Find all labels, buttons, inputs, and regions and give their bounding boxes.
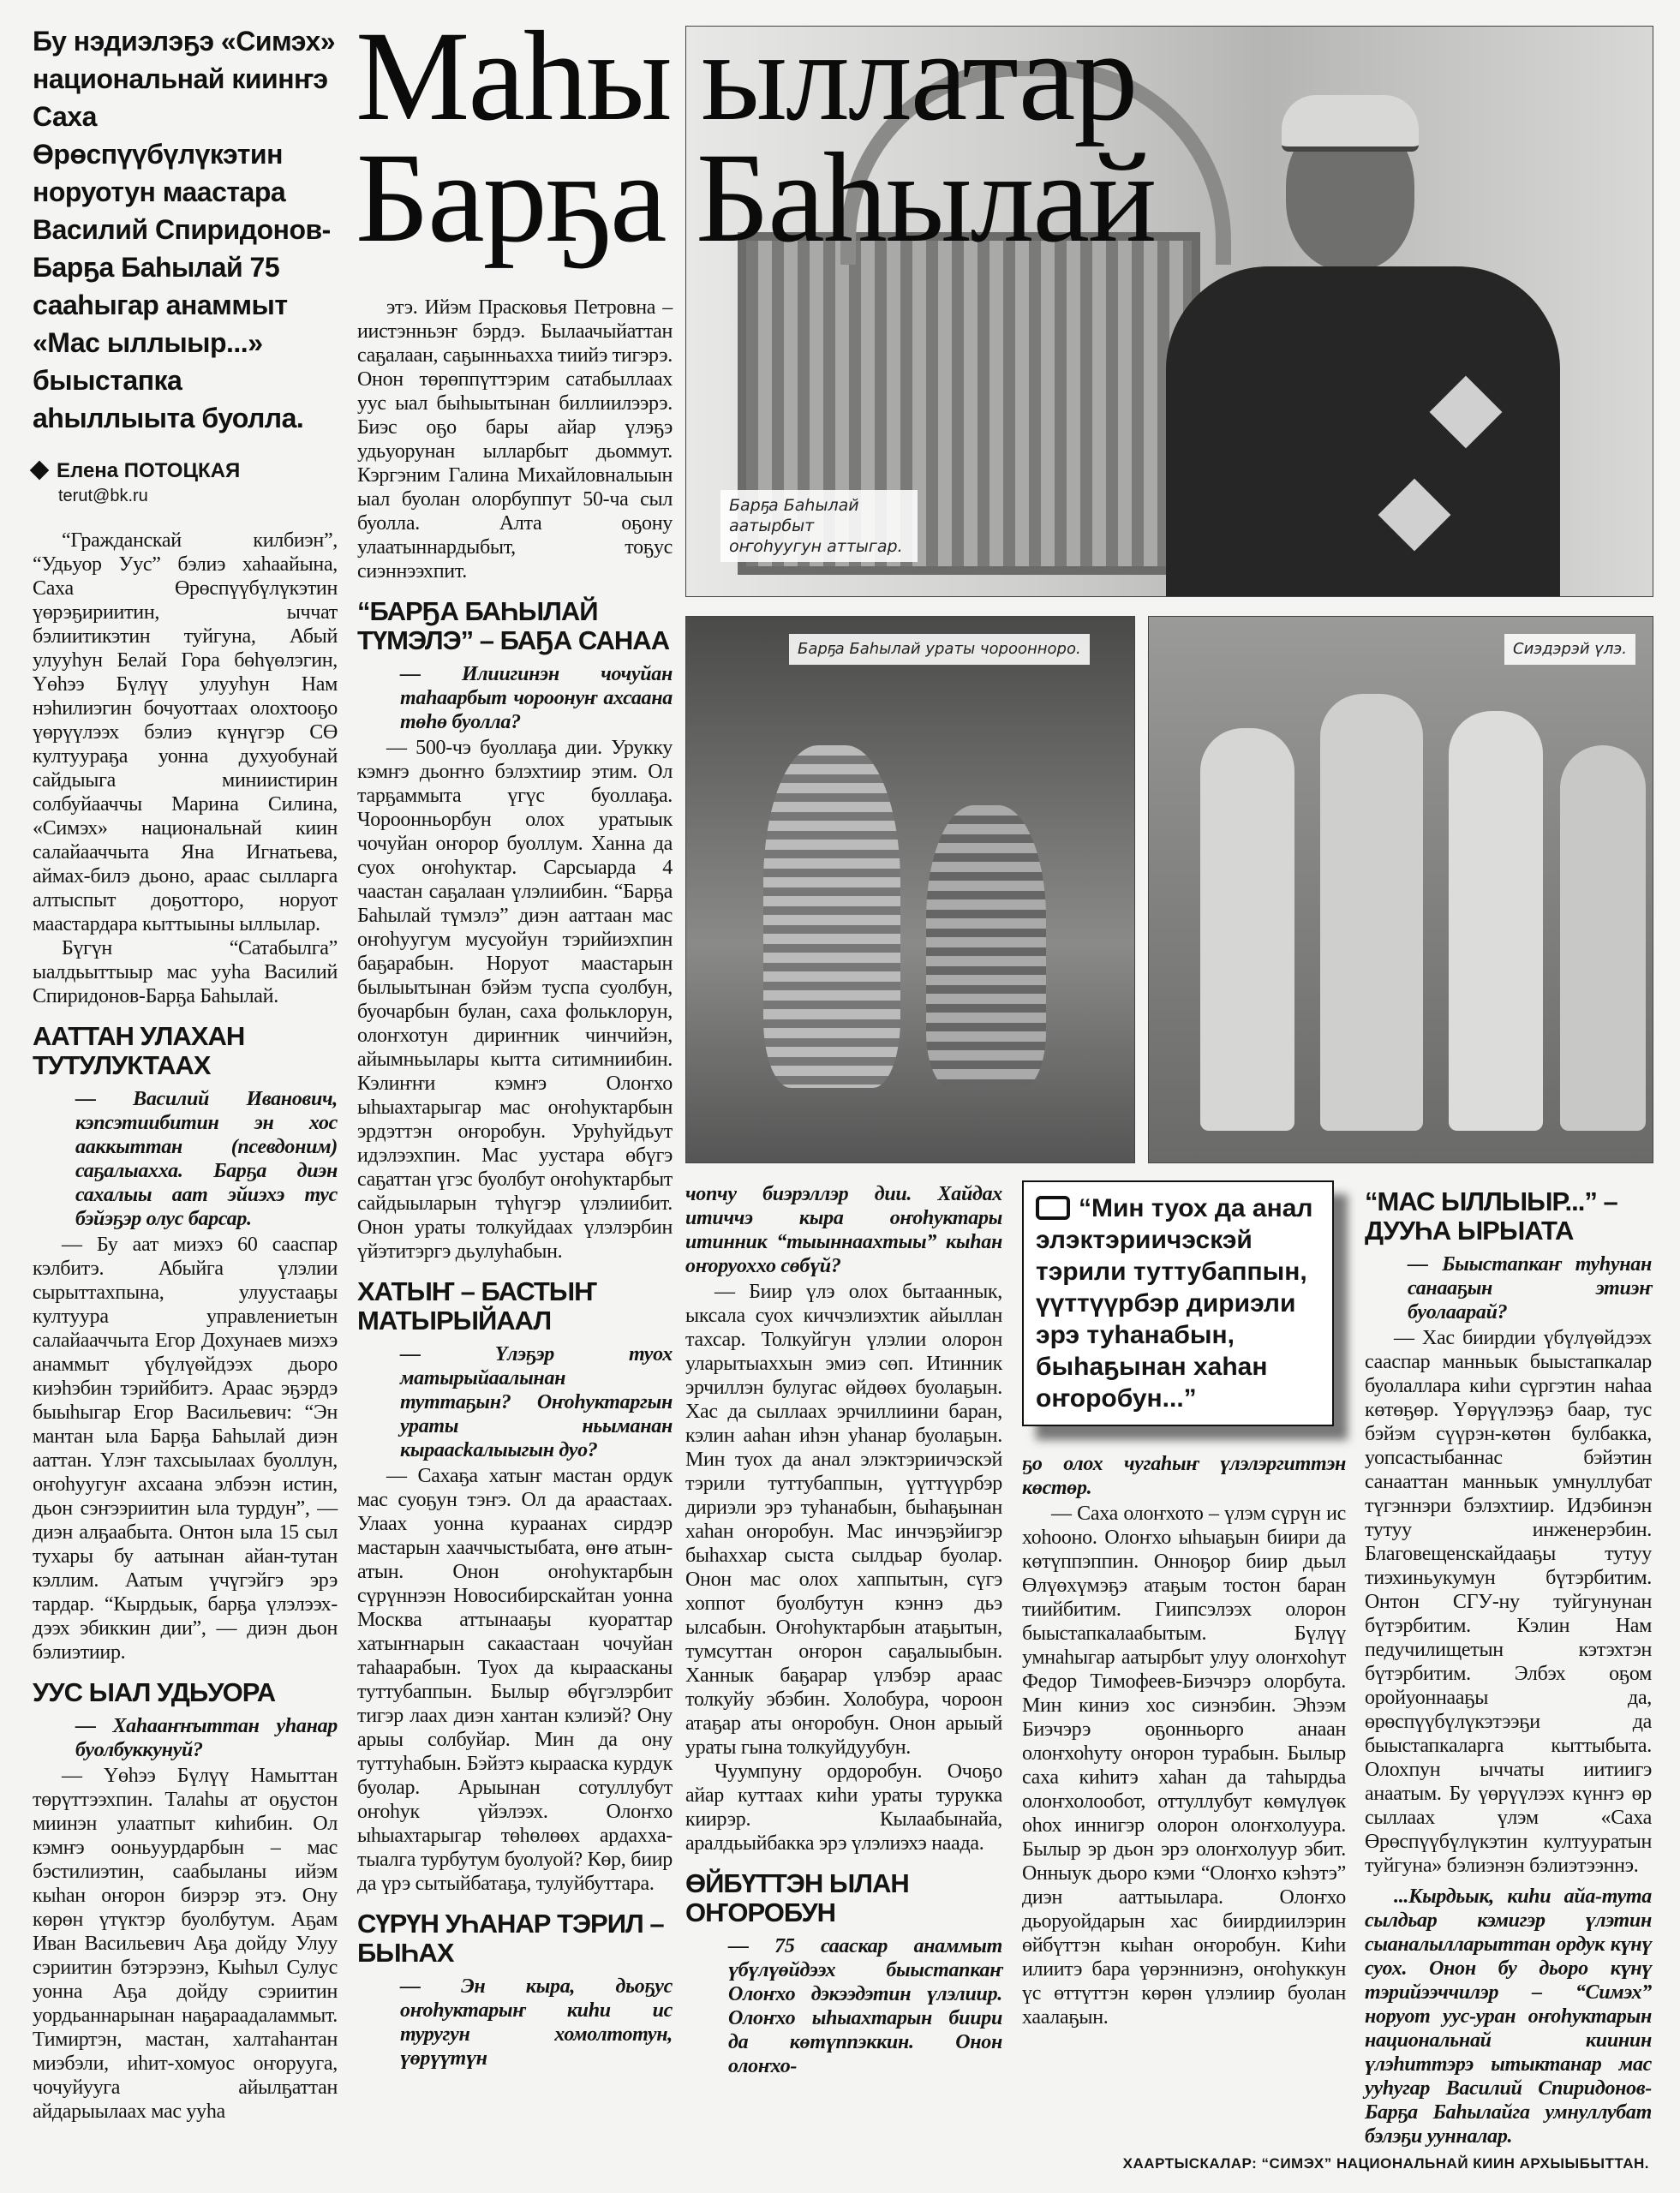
paragraph: “Гражданскай килбиэн”, “Удьуор Уус” бэлиэ хаһаайына, Саха Өрөспүүбүлүкэтин үөрэҕириитин, ыччат бэлиитикэтин туйгуна, Абый улууһун Белай Гора бөһүөлэгин, Үөһээ Бүлүү улууһун Нам нэһилиэгин бочуоттаах олохтооҕо үөрүүлээх бэлиэ күнүгэр СӨ култуураҕа уонна духуобунай сайдыыга миниистирин солбуйааччы Марина Силина, «Симэх» национальнай киин салайааччыта Яна Игнатьева, аймах-билэ дьоно, араас сылларга алтыспыт доҕоттoро, норуот маастардара кыттыыны ыллылар. — [33, 529, 338, 935]
closing-paragraph: ...Кырдьык, киһи айа-тута сылдьар кэмигэр үлэтин сыаналылларыттан ордук күнү суох. Онон бу дьоро күнү тэрийээччилэр – “Симэх” норуот уус-уран оҥоһуктарын национальнай киинин үлэһиттэрэ ытыктанар мас ууһугар Василий Спиридонов-Барҕа Баһылайга умнуллубат бэлэҕи уунналар. — [1365, 1885, 1652, 2148]
quote-column — [1022, 1180, 1346, 2029]
section-heading: ӨЙБҮТТЭН ЫЛАН ОҤОРОБУН — [685, 1868, 909, 1927]
column-5 — [1365, 1174, 1652, 2148]
paragraph: Чуумпуну ордоробун. Очоҕо айар куттаах киһи ураты турукка киирэр. Кылаабынайа, аралдьыйбакка эрэ үлэлиэхэ наада. — [685, 1760, 1002, 1855]
interview-question: — Хаһааҥҥыттан уһанар буолбуккунуй? — [75, 1715, 338, 1761]
speech-bubble-icon — [1036, 1196, 1070, 1220]
section-heading: “БАРҔА БАҺЫЛАЙ ТҮМЭЛЭ” – БАҔА САНАА — [357, 596, 670, 655]
interview-question: — Быыстапкаҥ туһунан санааҕын этиэҥ буолаарай? — [1408, 1253, 1652, 1324]
byline — [33, 459, 338, 506]
man-cap — [1282, 95, 1419, 152]
vessel — [763, 745, 900, 1088]
section-heading: УУС ЫАЛ УДЬУОРА — [33, 1677, 276, 1707]
paragraph: — Хас биирдии үбүлүөйдээх сааспар манньык быыстапкалар буолаллара киһи сүргэтин наһаа көтөҕөр. Үөрүүлээҕэ баар, тус бэйэм сүүрэн-көтөн булбакка, уопсастыбаннас бэйэтин санааттан манньык умнуллубат түгэннэри бэлэхтиир. Идэбинэн тутуу инженерэбин. Благовещенскайдааҕы тутуу тиэхиньукумун бүтэрбитим. Онтон СГУ-ну туйгунунан бүтэрбитим. Кэлин Нам педучилищетын кэтэхтэн бүтэрбитим. Элбэх оҕом оройуоннааҕы да, өрөспүүбүлүкэтээҕи да быыстапкаларга кыттыбыта. Олохпун ыччаты иитиигэ анаатым. Бу үөрүүлээх күнҥэ өр сыллаах үлэм «Саха Өрөспүүбүлүкэтин култууратын туйгуна» бэлиэнэн бэлиэтээннэ. — [1365, 1327, 1652, 1877]
photo-caption: Сиэдэрэй үлэ. — [1504, 634, 1635, 665]
paragraph: — Саха олоҥхото – үлэм сүрүн ис хоһооно. Олоҥхо ыһыаҕын биири да көтүппэппин. Онноҕор биир дьыл Өлүөхүмэҕэ атаҕым тостон баран тиийбитим. Гиипсэлээх олорон быыстапкалаабытым. Бүлүү умнаһыгар аатырбыт улуу олоҥхоһут Федор Тимофеев-Биэчэрэ олорбута. Мин киниэ хос сиэнэбин. Эһээм Биэчэрэ оҕонньорго анаан олоҥхоһуту оҥорон турабын. Былыр саха киһитэ хаһан да таһырдьа олоҥхолообот, оттуллубут көмүлүөк оһох иннигэр олорон олоҥхолуура. Былыр эр дьон эрэ олоҥхолуур эбит. Онныук дьоро кэми “Олоҥхо кэһэтэ” диэн ааттыылара. Олоҥхо дьоруойдарын хас биирдиилэрин өйбүттэн кыһан оҥоробун. Киһи илиитэ бара үөрэнниэнэ, оҥоһуккун үс өттүттэн көрөн үлэлиир буолан хаалаҕын. — [1022, 1503, 1346, 2029]
carving — [1449, 711, 1543, 1131]
paragraph: — Үөһээ Бүлүү Намыттан төрүттээхпин. Талаһы ат оҕустон миинэн улаатпыт киһибин. Ол кэмҥэ ооньуурдарбын – мас бэстилиэтин, саабыланы ийэм кыһан оҥорон биэрэр этэ. Ону көрөн үтүктэр буолбутум. Аҕам Иван Васильевич Аҕа дойду Улуу сэриитин бэтэрээнэ, Кыһыл Сулус уонна Аҕа дойду сэриитин уордьаннарынан наҕараадаламмыт. Тимиртэн, мастан, халтаһантан миэбэли, иһит-хомуос оҥорууга, чочуйууга айылҕаттан айдарыылаах мас ууһа — [33, 1765, 338, 2123]
paragraph: — Бу аат миэхэ 60 сааспар кэлбитэ. Абыйга үлэлии сырыттахпына, улуустааҕы култуура управлениетын салайааччыта Егор Дохунаев миэхэ анаммыт үбүлүөйдээх дьоро киэһэбин тэрийбитэ. Араас эҕэрдэ быыһыгар Егор Васильевич: “Эн мантан ыла Барҕа Баһылай диэн ааттан. Үлэҥ тахсыылаах буоллун, оҥоһуугуҥ ахсаана элбээн истин, дьон сэҥээриитин ыла турдун”, — диэн алҕаабыта. Онтон ыла 15 сыл тухары бу аатынан айан-тутан кэллим. Аатым үчүгэйгэ эрэ тардар. “Кырдьык, барҕа үлэлээх-дээх эбиккин дии”, — диэн дьон бэлиэтиир. — [33, 1234, 338, 1664]
article-lead: Бу нэдиэлэҕэ «Симэх» национальнай киинҥэ Саха Өрөспүүбүлүкэтин норуотун маастара Василий Спиридонов-Барҕа Баһылай 75 сааһыгар анаммыт «Мас ыллыыр...» быыстапка аһыллыыта буолла. — [33, 26, 336, 433]
column-2 — [357, 296, 673, 2072]
section-heading: “МАС ЫЛЛЫЫР...” – ДУУҺА ЫРЫАТА — [1365, 1186, 1617, 1246]
carving — [1320, 694, 1423, 1131]
photo-vessels — [685, 616, 1135, 1163]
interview-question: чопчу биэрэллэр дии. Хайдах итиччэ кыра оҥоһуктары итинник “тыыннаахтыы” кыһан оҥоруоххо сөбүй? — [685, 1183, 1002, 1277]
carving — [1200, 728, 1294, 1131]
paragraph: — Сахаҕа хатыҥ мастан ордук мас суоҕун тэҥэ. Ол да араастаах. Улаах уонна кураанах сирдэр мастарын хааччыстыбата, өҥө атын-атын. Онон оҥоһуктарбын сүрүннээн Новосибирскайтан уонна Москва аттынааҕы куораттар хатыҥнарын сакаастаан чочуйан таһаарабын. Туох да кыраасканы туттубаппын. Былыр өбүгэлэрбит тигэр лаах диэн хантан кэлиэй? Ону арыы солбуйар. Мин да ону туттуһабын. Бэйэтэ кырааска курдук буолар. Арыынан сотуллубут оҥоһук үйэлээх. Олоҥхо ыһыахтарыгар төһөлөөх ардахха-тыалга турбутум буолуой? Көр, биир да үрэ сытыйбатаҕа, тулуйбуттара. — [357, 1465, 673, 1895]
section-heading: ХАТЫҤ – БАСТЫҤ МАТЫРЫЙААЛ — [357, 1276, 597, 1336]
paragraph: — 500-чэ буоллаҕа дии. Урукку кэмҥэ дьоҥҥо бэлэхтиир этим. Ол тарҕаммыта үгүс буоллаҕа. Чороонньорбун олох уратыык чочуйан оҥорор буоллум. Ханна да суох оҥоһуктар. Сарсыарда 4 чаастан саҕалаан үлэлиибин. “Барҕа Баһылай түмэлэ” диэн ааттаан мас оҥоһуугум мусуойун тэрийиэхпин баҕарабын. Норуот маастарын былыытынан бэйэм туспа суолбун, буочарбын булан, саха фольклорун, олоҥхотун дириҥник чинчийэн, айымньылары кытта ситимниибин. Кэлиҥҥи кэмҥэ Олоҥхо ыһыахтарыгар мас оҥоһуктарбын эрдэттэн оҥоробун. Уруһуйдьут идэлээхпин. Мас уустара өбүгэ саҕаттан үгэс буолбут оҥоһуктарбыт сайдыыларын түһүгэр үлэлиибит. Онон ураты толкуйдаах үлэлэрбин үйэтитэргэ дьулуһабын. — [357, 737, 673, 1263]
pull-quote — [1022, 1180, 1334, 1426]
paragraph: — Биир үлэ олох бытааннык, ыксала суох киччэлиэхтик айыллан тахсар. Толкуйгун үлэлии олорон уларытыаххын эмиэ сөп. Итинник эрчиллэн булугас өйдөөх буолаҕын. Хас да сыллаах эрчиллиини баран, кэлин ааһан иһэн уһанар буолаҕын. Мин туох да анал элэктэриичэскэй тэрили туттубаппын, үүттүүрбэр дириэли эрэ туһанабын, быһаҕынан хаһан оҥоробун. Мас инчэҕэйигэр быһаххар сыста сылдьар буолар. Онон мас олох хаппытын, сүгэ хоппот буолбутун кэннэ дьэ ылсабын. Оҥоһуктарбын атаҕытын, тумсуттан оҥорон саҕалыыбын. Ханнык баҕарар үлэбэр араас толкуйу эбэбин. Холобура, чороон атаҕар аты оҥоробун. Онон арыый ураты гына толкуйдуубун. — [685, 1281, 1002, 1759]
photo-credit: ХААРТЫСКАЛАР: “СИМЭХ” НАЦИОНАЛЬНАЙ КИИН АРХЫЫБЫТТАН. — [1122, 2155, 1649, 2172]
byline-diamond-icon — [30, 461, 50, 481]
column-4 — [1022, 1452, 1346, 2029]
man-coat — [1166, 266, 1560, 597]
section-heading: ААТТАН УЛАХАН ТУТУЛУКТААХ — [33, 1021, 245, 1080]
paragraph: этэ. Ийэм Прасковья Петровна – иистэнньэҥ бэрдэ. Былаачыйаттан саҕалаан, саҕынньахха тиийэ тигэрэ. Онон төрөппүттэрим сатабыллаах уус ыал быһыытынан биллиилээрэ. Биэс оҕо бары айар үлэҕэ удьуорунан ылларбыт дьоммут. Кэргэним Галина Михайловналыын ыал буолан олорбуппут 50-ча сыл буолла. Алта оҕону улаатыннардыбыт, тоҕус сиэннээхпит. — [357, 296, 673, 583]
interview-question: ҕо олох чугаһыҥ үлэлэргиттэн көстөр. — [1022, 1453, 1346, 1499]
interview-question: — Илиигинэн чочуйан таһаарбыт чороонуҥ ахсаана төһө буолла? — [400, 663, 673, 733]
author-email: terut@bk.ru — [58, 487, 148, 505]
paragraph: Бүгүн “Сатабылга” ыалдьыттыыр мас ууһа Василий Спиридонов-Барҕа Баһылай. — [33, 937, 338, 1007]
left-column — [33, 22, 338, 2124]
photo-caption: Барҕа Баһылай ураты чороонноро. — [789, 634, 1090, 665]
section-heading: СҮРҮН УҺАНАР ТЭРИЛ – БЫҺАХ — [357, 1909, 664, 1968]
author-name: Елена ПОТОЦКАЯ — [57, 459, 241, 482]
interview-question: — 75 сааскар анаммыт үбүлүөйдээх быыстапкаҥ Олоҥхо дэкээдэтин үлэлиир. Олоҥхо ыһыахтарын биири да көтүппэккин. Онон олоҥхо- — [728, 1935, 1002, 2077]
interview-question: — Эн кыра, дьоҕус оҥоһуктарыҥ киһи ис туругун хомолтотун, үөрүүтүн — [400, 1975, 673, 2070]
carving — [1560, 745, 1646, 1131]
photo-carvings — [1148, 616, 1653, 1163]
interview-question: — Үлэҕэр туох матырыйаалынан туттаҕын? Оҥоһуктаргын ураты ньыманан кыраасkалыыгын дуо? — [400, 1343, 673, 1461]
page-title: Маһы ыллатар Барҕа Баһылай — [356, 5, 1156, 269]
vessel — [926, 805, 1046, 1088]
interview-question: — Василий Иванович, кэпсэтиибитин эн хос ааккыттан (псевдоним) саҕалыахха. Барҕа диэн сахалыы аат эйиэхэ тус бэйэҕэр олус барсар. — [75, 1088, 338, 1230]
column-3 — [685, 1182, 1002, 2080]
column-1 — [33, 529, 338, 2124]
pull-quote-text: “Мин туох да анал элэктэриичэскэй тэрили туттубаппын, үүттүүрбэр дириэли эрэ туһанабын, быһаҕынан хаһан оҥоробун...” — [1036, 1194, 1313, 1413]
photo-caption: Барҕа Баһылай аатырбыт оҥоһуугун аттыгар. — [720, 490, 918, 562]
